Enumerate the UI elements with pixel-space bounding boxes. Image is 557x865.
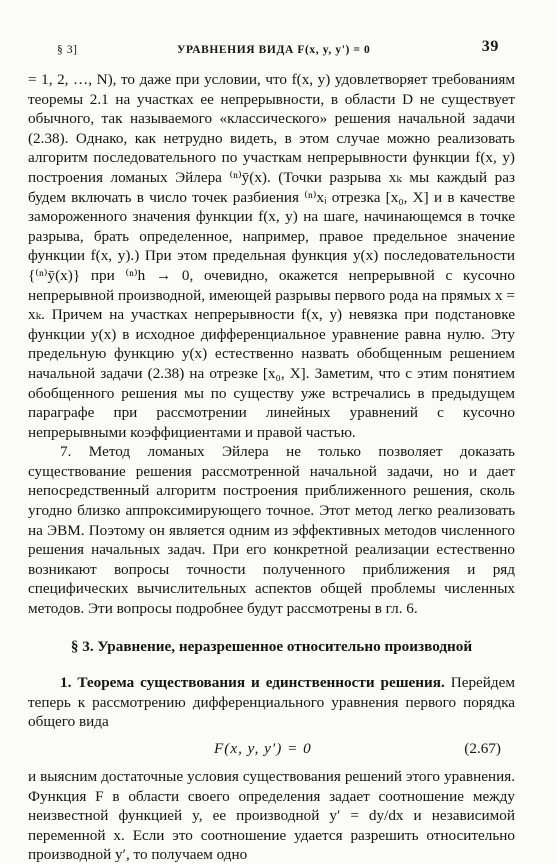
equation-formula: F(x, y, y′) = 0 bbox=[214, 740, 312, 757]
running-title: УРАВНЕНИЯ ВИДА F(x, y, y') = 0 bbox=[177, 44, 371, 56]
paragraph-conditions: и выясним достаточные условия существования решений этого уравнения. Функция F в области своего определения задает соотношение между неизвестной функцией y, ее производной y′ = dy/dx и независимой переменной x. Если это соотношение удается разрешить относительно производной y′, то получаем одно bbox=[28, 768, 515, 864]
page-header bbox=[57, 37, 499, 57]
paragraph-theorem-text: Перейдем теперь к рассмотрению дифференциального уравнения первого порядка общего вида bbox=[28, 674, 515, 731]
paragraph-theorem-intro bbox=[28, 673, 515, 732]
page-number: 39 bbox=[481, 38, 499, 55]
paragraph-euler-method: 7. Метод ломаных Эйлера не только позволяет доказать существование решения рассмотренной начальной задачи, но и дает непосредственный алгоритм построения приближенного решения, сколь угодно близко аппроксимирующего точное. Этот метод легко реализовать на ЭВМ. Поэтому он является одним из эффективных методов численного решения начальных задач. При его конкретной реализации естественно возникают вопросы точности полученного приближения и ряд специфических вычислительных аспектов общей проблемы численных методов. Эти вопросы подробнее будут рассмотрены в гл. 6. bbox=[28, 443, 515, 618]
equation-number: (2.67) bbox=[464, 740, 501, 757]
equation-2-67 bbox=[28, 735, 515, 763]
section-heading: § 3. Уравнение, неразрешенное относительно производной bbox=[70, 637, 473, 655]
subsection-heading: 1. Теорема существования и единственности решения. bbox=[60, 674, 445, 692]
section-marker: § 3] bbox=[57, 44, 78, 56]
paragraph-continuation: = 1, 2, …, N), то даже при условии, что f(x, y) удовлетворяет требованиям теоремы 2.1 на участках ее непрерывности, в области D не существует обычного, так называемого «классического» решения начальной задачи (2.38). Однако, как нетрудно видеть, в этом случае можно реализовать алгоритм последовательного по участкам непрерывности функции f(x, y) построения ломаных Эйлера ⁽ⁿ⁾ȳ(x). (Точки разрыва xₖ мы каждый раз будем включать в число точек разбиения ⁽ⁿ⁾xᵢ отрезка [x₀, X] и в качестве замороженного значения функции f(x, y) на шаге, начинающемся в точке разрыва, брать определенное, например, правое предельное значение функции f(x, y).) При этом предельная функция y(x) последовательности {⁽ⁿ⁾ȳ(x)} при ⁽ⁿ⁾h → 0, очевидно, окажется непрерывной с кусочно непрерывной производной, имеющей разрывы первого рода на прямых x = xₖ. Причем на участках непрерывности f(x, y) невязка при подстановке функции y(x) в исходное дифференциальное уравнение равна нулю. Эту предельную функцию y(x) естественно назвать обобщенным решением начальной задачи (2.38) на отрезке [x₀, X]. Заметим, что с этим понятием обобщенного решения мы по существу уже встречались в предыдущем параграфе при рассмотрении линейных уравнений с кусочно непрерывными коэффициентами и правой частью. bbox=[28, 71, 515, 441]
page-body bbox=[28, 70, 515, 865]
